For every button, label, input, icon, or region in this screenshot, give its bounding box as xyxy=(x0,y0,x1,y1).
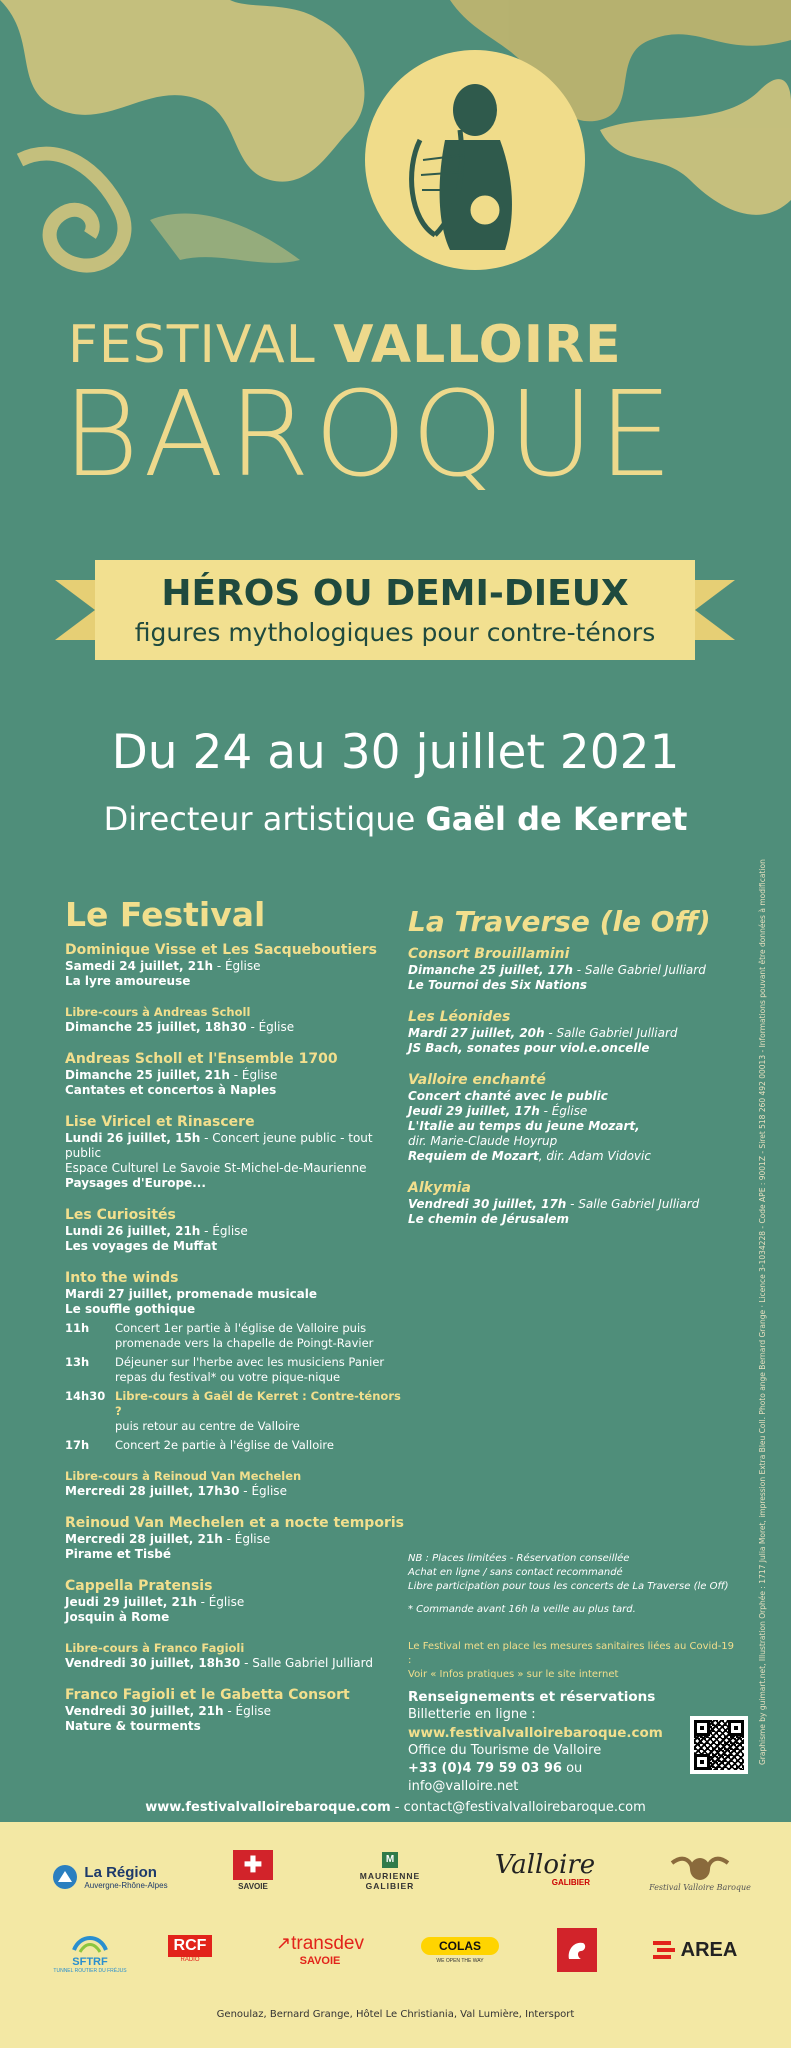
festival-title-line1: FESTIVAL VALLOIRE xyxy=(68,315,622,375)
medallion-orpheus xyxy=(365,50,585,270)
event-item: Les Curiosités Lundi 26 juillet, 21h - Église Les voyages de Muffat xyxy=(65,1207,248,1253)
contact-email-link[interactable]: contact@festivalvalloirebaroque.com xyxy=(403,1800,646,1815)
cherub-icon xyxy=(670,1853,730,1883)
logo-rcf: RCF RADIO xyxy=(160,1932,220,1966)
phone-number: +33 (0)4 79 59 03 96 xyxy=(408,1761,562,1776)
transdev-icon: ↗ xyxy=(276,1933,292,1953)
sponsors-line: Genoulaz, Bernard Grange, Hôtel Le Christiania, Val Lumière, Intersport xyxy=(216,2009,575,2020)
banner-ribbon-left xyxy=(55,580,95,640)
traverse-program xyxy=(408,905,738,1243)
contact-line: www.festivalvalloirebaroque.com - contact@festivalvalloirebaroque.com xyxy=(145,1800,646,1815)
event-item: Into the winds Mardi 27 juillet, promenade musicale Le souffle gothique 11h Concert 1er partie à l'église de Valloire puis promenade vers la chapelle de Poingt-Ravier 13h Déjeuner sur l'herbe avec les musiciens Panier repas du festival* ou votre pique-nique 14h30 Libre-cours à Gaël de Kerret : Contre-ténors ? puis retour au centre de Valloire 17h Concert 2e partie à l'église de Valloire xyxy=(65,1270,405,1453)
schedule-row: 14h30 Libre-cours à Gaël de Kerret : Contre-ténors ? puis retour au centre de Valloire xyxy=(65,1389,401,1433)
festival-title-line2: BAROQUE xyxy=(62,365,677,503)
event-item: Libre-cours à Franco Fagioli Vendredi 30 juillet, 18h30 - Salle Gabriel Julliard xyxy=(65,1641,373,1670)
event-item: Les Léonides Mardi 27 juillet, 20h - Salle Gabriel Julliard JS Bach, sonates pour viol.e.oncelle xyxy=(408,1009,678,1055)
event-item: Lise Viricel et Rinascere Lundi 26 juillet, 15h - Concert jeune public - tout public Espace Culturel Le Savoie St-Michel-de-Maurienne Paysages d'Europe... xyxy=(65,1114,373,1190)
sftrf-icon xyxy=(70,1930,110,1956)
covid-note: Le Festival met en place les mesures sanitaires liées au Covid-19 : Voir « Infos pratiques » sur le site internet xyxy=(408,1641,735,1680)
schedule-row: 11h Concert 1er partie à l'église de Valloire puis promenade vers la chapelle de Poingt-Ravier xyxy=(65,1321,374,1350)
logo-maurienne-galibier: M MAURIENNE GALIBIER xyxy=(359,1854,421,1891)
logo-region: La Région Auvergne-Rhône-Alpes xyxy=(45,1852,175,1902)
area-icon xyxy=(653,1939,677,1961)
event-item: Consort Brouillamini Dimanche 25 juillet, 17h - Salle Gabriel Julliard Le Tournoi des Six Nations xyxy=(408,946,706,992)
orpheus-lyre-icon xyxy=(365,50,585,270)
region-icon xyxy=(52,1864,78,1890)
practical-notes: NB : Places limitées - Réservation conseillée Achat en ligne / sans contact recommandé Libre participation pour tous les concerts de La Traverse (le Off) xyxy=(408,1553,729,1592)
logo-colas: COLAS WE OPEN THE WAY xyxy=(410,1930,510,1970)
traverse-heading: La Traverse (le Off) xyxy=(408,905,711,938)
reservation-info: Renseignements et réservations Billetterie en ligne : www.festivalvalloirebaroque.com Office du Tourisme de Valloire +33 (0)4 79 59 03 96 ou info@valloire.net xyxy=(408,1688,688,1796)
theme-subtitle: figures mythologiques pour contre-ténors xyxy=(134,618,656,647)
squirrel-icon xyxy=(557,1928,597,1972)
banner-ribbon-right xyxy=(695,580,735,640)
event-item: Franco Fagioli et le Gabetta Consort Vendredi 30 juillet, 21h - Église Nature & tourments xyxy=(65,1687,350,1733)
event-item: Libre-cours à Andreas Scholl Dimanche 25 juillet, 18h30 - Église xyxy=(65,1005,295,1034)
order-note: * Commande avant 16h la veille au plus tard. xyxy=(408,1604,636,1615)
event-item: Valloire enchanté Concert chanté avec le public Jeudi 29 juillet, 17h - Église L'Italie au temps du jeune Mozart, dir. Marie-Claude Hoyrup Requiem de Mozart, dir. Adam Vidovic xyxy=(408,1072,651,1163)
logo-sftrf: SFTRF TUNNEL ROUTIER DU FRÉJUS xyxy=(45,1922,135,1982)
festival-heading: Le Festival xyxy=(65,895,266,934)
festival-dates: Du 24 au 30 juillet 2021 xyxy=(111,725,680,780)
logo-savoie: ✚ SAVOIE xyxy=(228,1844,278,1896)
event-item: Reinoud Van Mechelen et a nocte temporis Mercredi 28 juillet, 21h - Église Pirame et Tisbé xyxy=(65,1515,404,1561)
logo-transdev: ↗ transdev SAVOIE xyxy=(276,1932,364,1967)
event-item: Cappella Pratensis Jeudi 29 juillet, 21h - Église Josquin à Rome xyxy=(65,1578,245,1624)
festival-program xyxy=(65,895,405,1750)
website-link[interactable]: www.festivalvalloirebaroque.com xyxy=(145,1800,391,1815)
qr-code[interactable] xyxy=(690,1716,748,1774)
event-item: Alkymia Vendredi 30 juillet, 17h - Salle Gabriel Julliard Le chemin de Jérusalem xyxy=(408,1180,700,1226)
logo-caisse-epargne xyxy=(552,1922,602,1977)
event-item: Libre-cours à Reinoud Van Mechelen Mercredi 28 juillet, 17h30 - Église xyxy=(65,1469,302,1498)
event-item: Andreas Scholl et l'Ensemble 1700 Dimanche 25 juillet, 21h - Église Cantates et concertos à Naples xyxy=(65,1051,338,1097)
website-link[interactable]: www.festivalvalloirebaroque.com xyxy=(408,1725,663,1741)
theme-title: HÉROS OU DEMI-DIEUX xyxy=(161,573,629,614)
logo-valloire: Valloire GALIBIER xyxy=(494,1849,596,1887)
email-link[interactable]: info@valloire.net xyxy=(408,1779,519,1794)
schedule-row: 17h Concert 2e partie à l'église de Valloire xyxy=(65,1438,334,1452)
print-credits: Graphisme by guimart.net, Illustration Orphée : 1717 Julia Moret, impression Extra Bleu Coll. Photo ange Bernard Grange · Licence 3-1034228 - Code APE : 9001Z - Siret 518 260 492 00013 - Informations pouvant être données à modification xyxy=(758,859,767,1765)
event-item: Dominique Visse et Les Sacqueboutiers Samedi 24 juillet, 21h - Église La lyre amoureuse xyxy=(65,942,377,988)
artistic-director: Directeur artistique Gaël de Kerret xyxy=(103,800,688,838)
logo-area: AREA xyxy=(640,1932,750,1968)
schedule-row: 13h Déjeuner sur l'herbe avec les musiciens Panier repas du festival* ou votre pique-nique xyxy=(65,1355,385,1384)
logo-festival: Festival Valloire Baroque xyxy=(640,1842,760,1902)
